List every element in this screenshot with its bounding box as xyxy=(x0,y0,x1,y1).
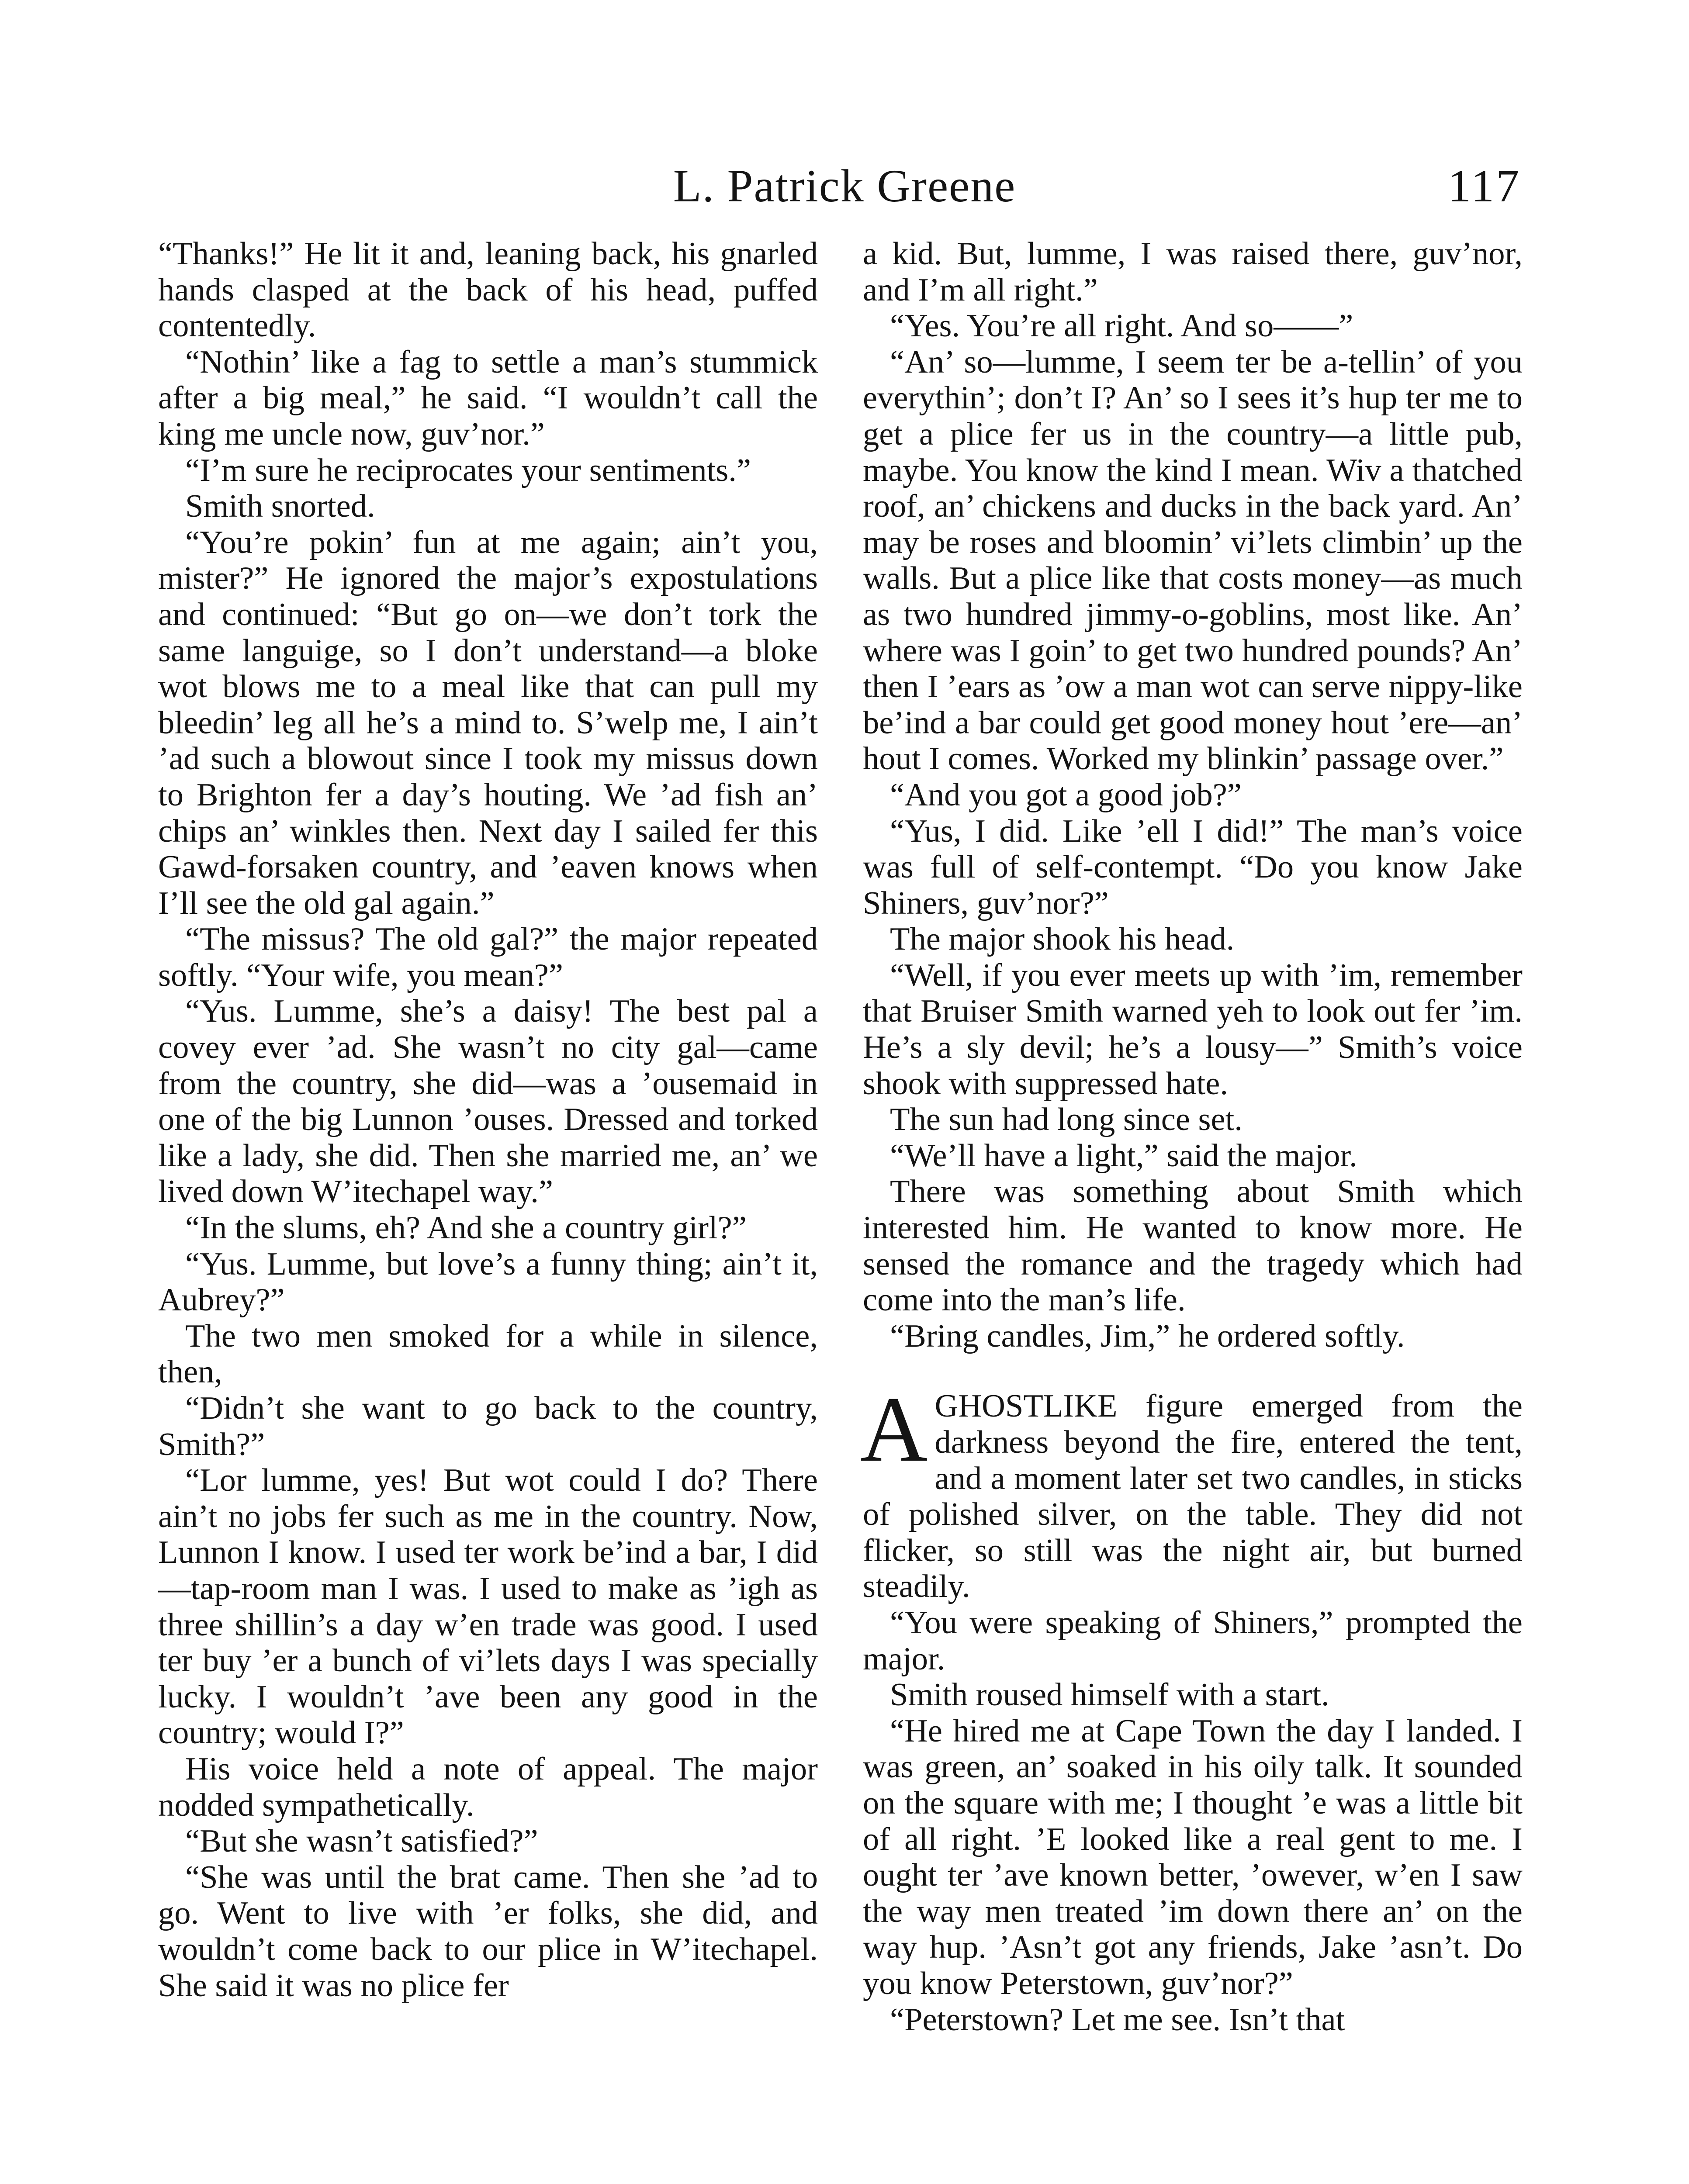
paragraph: “Didn’t she want to go back to the country, Smith?” xyxy=(158,1390,818,1462)
drop-cap: A xyxy=(860,1378,928,1482)
paragraph: The major shook his head. xyxy=(890,921,1235,957)
paragraph: “And you got a good job?” xyxy=(890,777,1242,813)
page-number: 117 xyxy=(1447,160,1521,211)
paragraph: “Bring candles, Jim,” he ordered softly. xyxy=(890,1318,1405,1354)
paragraph: “Yus, I did. Like ’ell I did!” The man’s voice was full of self-contempt. “Do you know Jake Shiners, guv’nor?” xyxy=(863,813,1523,921)
paragraph: His voice held a note of appeal. The major nodded sympathetically. xyxy=(158,1751,818,1823)
paragraph: The two men smoked for a while in silence, then, xyxy=(158,1318,818,1390)
paragraph: a kid. But, lumme, I was raised there, guv’nor, and I’m all right.” xyxy=(863,236,1523,308)
paragraph: “You’re pokin’ fun at me again; ain’t you, mister?” He ignored the major’s expostulations and continued: “But go on—we don’t tork the same languige, so I don’t understand—a bloke wot blows me to a meal like that can pull my bleedin’ leg all he’s a mind to. S’welp me, I ain’t ’ad such a blowout since I took my missus down to Brighton fer a day’s houting. We ’ad fish an’ chips an’ winkles then. Next day I sailed fer this Gawd-forsaken country, and ’eaven knows when I’ll see the old gal again.” xyxy=(158,524,818,921)
paragraph: “Yus. Lumme, but love’s a funny thing; ain’t it, Aubrey?” xyxy=(158,1246,818,1318)
right-column xyxy=(860,236,1523,2038)
paragraph: “Yes. You’re all right. And so——” xyxy=(890,308,1353,344)
paragraph: “But she wasn’t satisfied?” xyxy=(185,1823,538,1859)
paragraph: “Lor lumme, yes! But wot could I do? There ain’t no jobs fer such as me in the country. Now, Lunnon I know. I used ter work be’ind a bar, I did—tap-room man I was. I used to make as ’igh as three shillin’s a day w’en trade was good. I used ter buy ’er a bunch of vi’lets days I was specially lucky. I wouldn’t ’ave been any good in the country; would I?” xyxy=(158,1462,818,1751)
left-column xyxy=(158,236,818,2004)
paragraph: “In the slums, eh? And she a country girl?” xyxy=(185,1210,747,1246)
dropcap-paragraph xyxy=(860,1378,1523,1605)
paragraph: “She was until the brat came. Then she ’ad to go. Went to live with ’er folks, she did, and wouldn’t come back to our plice in W’itechapel. She said it was no plice fer xyxy=(158,1859,818,2004)
paragraph: “Thanks!” He lit it and, leaning back, his gnarled hands clasped at the back of his head, puffed contentedly. xyxy=(158,236,818,344)
paragraph: “Nothin’ like a fag to settle a man’s stummick after a big meal,” he said. “I wouldn’t call the king me uncle now, guv’nor.” xyxy=(158,344,818,452)
section-break xyxy=(863,1354,1523,1388)
paragraph: “You were speaking of Shiners,” prompted the major. xyxy=(863,1604,1523,1677)
paragraph: “An’ so—lumme, I seem ter be a-tellin’ of you everythin’; don’t I? An’ so I sees it’s hup ter me to get a plice fer us in the country—a little pub, maybe. You know the kind I mean. Wiv a thatched roof, an’ chickens and ducks in the back yard. An’ may be roses and bloomin’ vi’lets climbin’ up the walls. But a plice like that costs money—as much as two hundred jimmy-o-goblins, most like. An’ where was I goin’ to get two hundred pounds? An’ then I ’ears as ’ow a man wot can serve nippy-like be’ind a bar could get good money hout ’ere—an’ hout I comes. Worked my blinkin’ passage over.” xyxy=(863,344,1523,777)
paragraph: The sun had long since set. xyxy=(890,1102,1243,1138)
paragraph: There was something about Smith which interested him. He wanted to know more. He sensed the romance and the tragedy which had come into the man’s life. xyxy=(863,1174,1523,1318)
paragraph: “Yus. Lumme, she’s a daisy! The best pal a covey ever ’ad. She wasn’t no city gal—came from the country, she did—was a ’ousemaid in one of the big Lunnon ’ouses. Dressed and torked like a lady, she did. Then she married me, an’ we lived down W’itechapel way.” xyxy=(158,993,818,1210)
paragraph: “I’m sure he reciprocates your sentiments.” xyxy=(185,452,751,488)
paragraph: Smith snorted. xyxy=(185,488,375,525)
running-head: L. Patrick Greene xyxy=(673,160,1016,211)
paragraph: Smith roused himself with a start. xyxy=(890,1677,1329,1713)
dropcap-paragraph-text: GHOSTLIKE figure emerged from the darkness beyond the fire, entered the tent, and a moment later set two candles, in sticks of polished silver, on the table. They did not flicker, so still was the night air, but burned steadily. xyxy=(863,1388,1523,1605)
paragraph: “The missus? The old gal?” the major repeated softly. “Your wife, you mean?” xyxy=(158,921,818,993)
paragraph: “Well, if you ever meets up with ’im, remember that Bruiser Smith warned yeh to look out fer ’im. He’s a sly devil; he’s a lousy—” Smith’s voice shook with suppressed hate. xyxy=(863,957,1523,1102)
paragraph: “Peterstown? Let me see. Isn’t that xyxy=(890,2001,1345,2038)
paragraph: “He hired me at Cape Town the day I landed. I was green, an’ soaked in his oily talk. It sounded on the square with me; I thought ’e was a little bit of all right. ’E looked like a real gent to me. I ought ter ’ave known better, ’owever, w’en I saw the way men treated ’im down there an’ on the way hup. ’Asn’t got any friends, Jake ’asn’t. Do you know Peterstown, guv’nor?” xyxy=(863,1713,1523,2001)
paragraph: “We’ll have a light,” said the major. xyxy=(890,1137,1357,1174)
